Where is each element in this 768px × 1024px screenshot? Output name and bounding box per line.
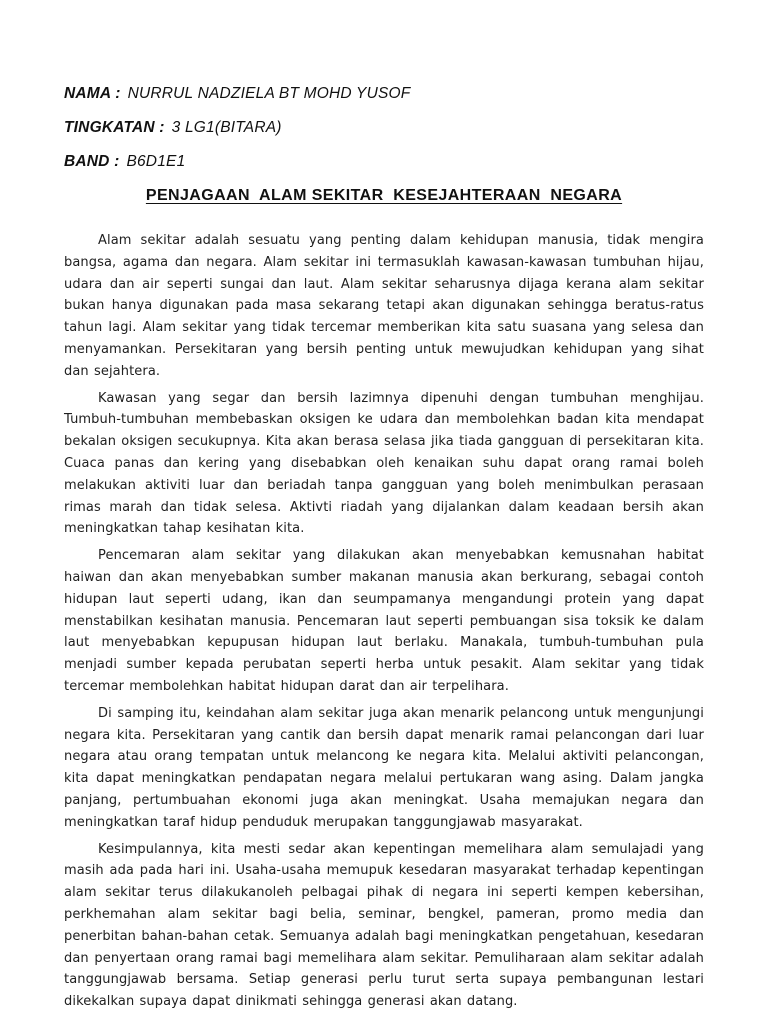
essay-paragraph-3: Pencemaran alam sekitar yang dilakukan akan menyebabkan kemusnahan habitat haiwan dan akan menyebabkan sumber makanan manusia akan berkurang, sebagai contoh hidupan laut seperti udang, ikan dan seumpamanya mengandungi protein yang dapat menstabilkan kesihatan manusia. Pencemaran laut seperti pembuangan sisa toksik ke dalam laut menyebabkan kepupusan hidupan laut berlaku. Manakala, tumbuh-tumbuhan pula menjadi sumber kepada perubatan seperti herba untuk pesakit. Alam sekitar yang tidak tercemar membolehkan habitat hidupan darat dan air terpelihara. [64, 548, 704, 694]
name-value: NURRUL NADZIELA BT MOHD YUSOF [127, 85, 411, 102]
document-header [64, 84, 704, 171]
class-label: TINGKATAN : [64, 119, 165, 136]
essay-body [64, 230, 704, 1013]
essay-paragraph-5: Kesimpulannya, kita mesti sedar akan kepentingan memelihara alam semulajadi yang masih ada pada hari ini. Usaha-usaha memupuk kesedaran masyarakat terhadap kepentingan alam sekitar terus dilakukanoleh pelbagai pihak di negara ini seperti kempen kebersihan, perkhemahan alam sekitar bagi belia, seminar, bengkel, pameran, promo media dan penerbitan bahan-bahan cetak. Semuanya adalah bagi meningkatkan pengetahuan, kesedaran dan penyertaan orang ramai bagi memelihara alam sekitar. Pemuliharaan alam sekitar adalah tanggungjawab bersama. Setiap generasi perlu turut serta supaya pembangunan lestari dikekalkan supaya dapat dinikmati sehingga generasi akan datang. [64, 841, 704, 1010]
essay-paragraph-1: Alam sekitar adalah sesuatu yang penting dalam kehidupan manusia, tidak mengira bangsa, agama dan negara. Alam sekitar ini termasuklah kawasan-kawasan tumbuhan hijau, udara dan air seperti sungai dan laut. Alam sekitar seharusnya dijaga kerana alam sekitar bukan hanya digunakan pada masa sekarang tetapi akan digunakan sehingga beratus-ratus tahun lagi. Alam sekitar yang tidak tercemar memberikan kita satu suasana yang selesa dan menyamankan. Persekitaran yang bersih penting untuk mewujudkan kehidupan yang sihat dan sejahtera. [64, 233, 704, 379]
class-value: 3 LG1(BITARA) [171, 119, 282, 136]
student-name-row [64, 84, 704, 103]
name-label: NAMA : [64, 85, 121, 102]
band-row [64, 152, 704, 171]
band-label: BAND : [64, 153, 120, 170]
essay-paragraph-4: Di samping itu, keindahan alam sekitar juga akan menarik pelancong untuk mengunjungi negara kita. Persekitaran yang cantik dan bersih dapat menarik ramai pelancongan dari luar negara atau orang tempatan untuk melancong ke negara kita. Melalui aktiviti pelancongan, kita dapat meningkatkan pendapatan negara melalui pertukaran wang asing. Dalam jangka panjang, pertumbuahan ekonomi juga akan meningkat. Usaha memajukan negara dan meningkatkan taraf hidup penduduk merupakan tanggungjawab masyarakat. [64, 705, 704, 830]
essay-paragraph-2: Kawasan yang segar dan bersih lazimnya dipenuhi dengan tumbuhan menghijau. Tumbuh-tumbuhan membebaskan oksigen ke udara dan membolehkan badan kita mendapat bekalan oksigen secukupnya. Kita akan berasa selasa jika tiada gangguan di persekitaran kita. Cuaca panas dan kering yang disebabkan oleh kenaikan suhu dapat orang ramai boleh melakukan aktiviti luar dan beriadah tanpa gangguan yang boleh menimbulkan perasaan rimas marah dan tidak selesa. Aktivti riadah yang dijalankan dalam keadaan bersih akan meningkatkan tahap kesihatan kita. [64, 390, 704, 537]
band-value: B6D1E1 [126, 153, 186, 170]
class-row [64, 118, 704, 137]
essay-title: PENJAGAAN ALAM SEKITAR KESEJAHTERAAN NEGARA [145, 187, 623, 204]
